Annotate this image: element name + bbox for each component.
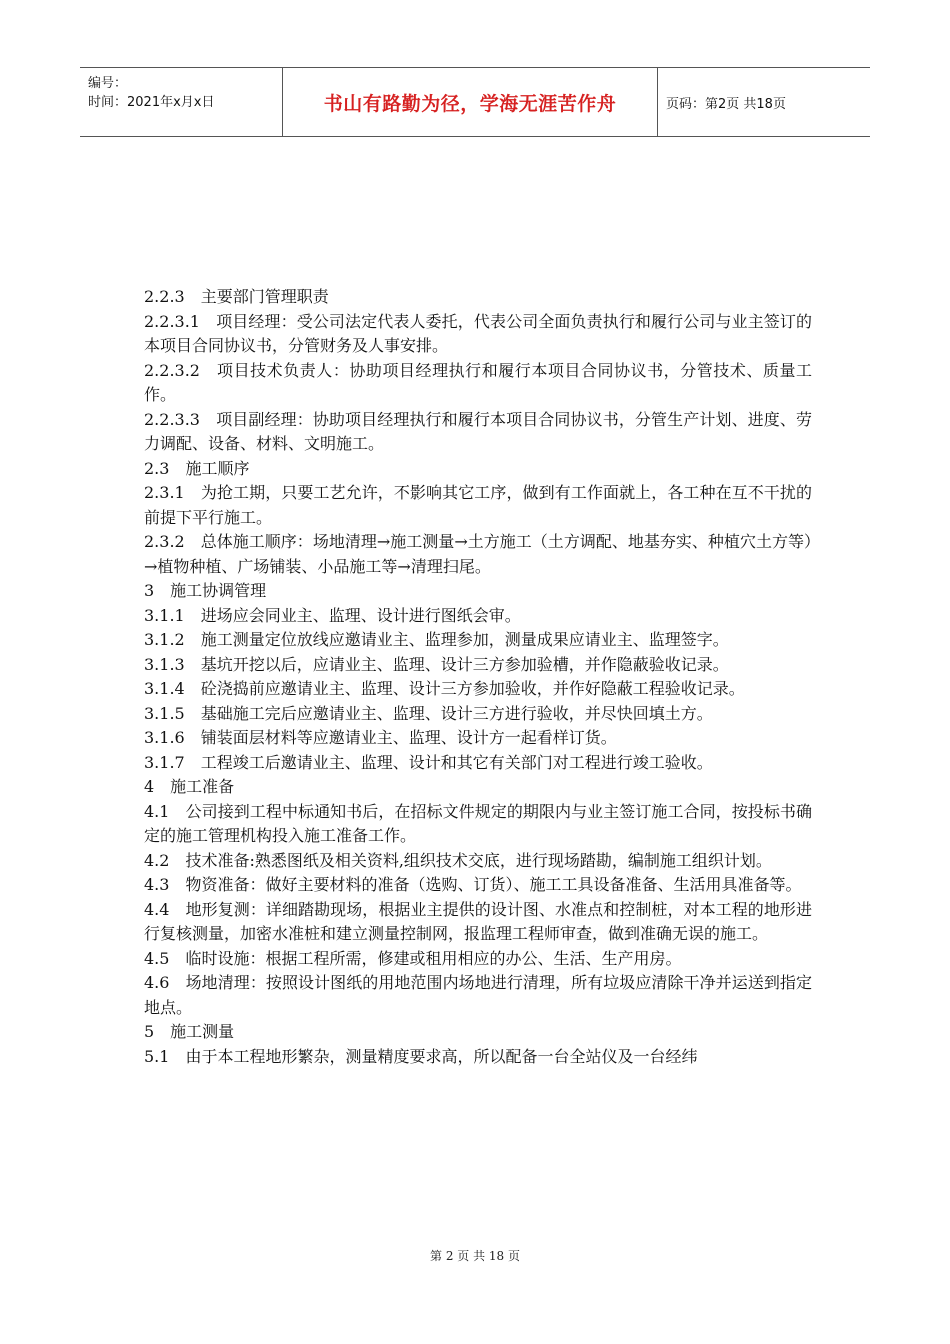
paragraph: 3.1.5 基础施工完后应邀请业主、监理、设计三方进行验收，并尽快回填土方。	[144, 703, 713, 723]
paragraph: 4.1 公司接到工程中标通知书后，在招标文件规定的期限内与业主签订施工合同，按投标书确定的施工管理机构投入施工准备工作。	[144, 801, 812, 845]
paragraph: 3.1.7 工程竣工后邀请业主、监理、设计和其它有关部门对工程进行竣工验收。	[144, 752, 713, 772]
paragraph: 2.3.1 为抢工期，只要工艺允许，不影响其它工序，做到有工作面就上，各工种在互不干扰的前提下平行施工。	[144, 483, 812, 527]
paragraph: 2.2.3.3 项目副经理：协助项目经理执行和履行本项目合同协议书，分管生产计划、进度、劳力调配、设备、材料、文明施工。	[144, 409, 812, 453]
paragraph: 3.1.1 进场应会同业主、监理、设计进行图纸会审。	[144, 605, 521, 625]
paragraph: 4.2 技术准备:熟悉图纸及相关资料,组织技术交底，进行现场踏勘，编制施工组织计划。	[144, 850, 772, 870]
paragraph: 3.1.6 铺装面层材料等应邀请业主、监理、设计方一起看样订货。	[144, 728, 617, 747]
paragraph: 2.2.3.2 项目技术负责人：协助项目经理执行和履行本项目合同协议书，分管技术、质量工作。	[144, 360, 812, 404]
paragraph: 2.2.3.1 项目经理：受公司法定代表人委托，代表公司全面负责执行和履行公司与业主签订的本项目合同协议书，分管财务及人事安排。	[144, 311, 812, 355]
paragraph: 3.1.4 砼浇捣前应邀请业主、监理、设计三方参加验收，并作好隐蔽工程验收记录。	[144, 679, 745, 698]
paragraph: 5.1 由于本工程地形繁杂，测量精度要求高，所以配备一台全站仪及一台经纬	[144, 1046, 698, 1066]
paragraph: 3.1.3 基坑开挖以后，应请业主、监理、设计三方参加验槽，并作隐蔽验收记录。	[144, 654, 729, 674]
paragraph: 4 施工准备	[144, 777, 235, 796]
paragraph: 4.5 临时设施：根据工程所需，修建或租用相应的办公、生活、生产用房。	[144, 948, 682, 968]
paragraph: 5 施工测量	[144, 1022, 235, 1041]
page-footer: 第 2 页 共 18 页	[430, 1249, 520, 1263]
paragraph: 2.2.3 主要部门管理职责	[144, 287, 329, 306]
header-page-info: 页码：第2页 共18页	[666, 96, 786, 112]
header-meta	[80, 68, 282, 136]
paragraph: 3 施工协调管理	[144, 581, 267, 600]
header-motto: 书山有路勤为径，学海无涯苦作舟	[323, 92, 617, 115]
document-time-label: 时间：2021年x月x日	[88, 95, 215, 110]
document-number-label: 编号：	[88, 76, 128, 91]
page-header	[80, 67, 870, 137]
paragraph: 4.4 地形复测：详细踏勘现场，根据业主提供的设计图、水准点和控制桩，对本工程的地形进行复核测量，加密水准桩和建立测量控制网，报监理工程师审查，做到准确无误的施工。	[144, 899, 812, 943]
paragraph: 2.3.2 总体施工顺序：场地清理→施工测量→土方施工（土方调配、地基夯实、种植穴土方等）→植物种植、广场铺装、小品施工等→清理扫尾。	[144, 532, 812, 576]
header-motto-cell	[282, 68, 658, 136]
paragraph: 3.1.2 施工测量定位放线应邀请业主、监理参加，测量成果应请业主、监理签字。	[144, 630, 729, 649]
paragraph: 2.3 施工顺序	[144, 458, 250, 478]
paragraph: 4.6 场地清理：按照设计图纸的用地范围内场地进行清理，所有垃圾应清除干净并运送到指定地点。	[144, 973, 812, 1017]
document-body	[144, 285, 812, 1069]
paragraph: 4.3 物资准备：做好主要材料的准备（选购、订货）、施工工具设备准备、生活用具准备等。	[144, 875, 802, 894]
